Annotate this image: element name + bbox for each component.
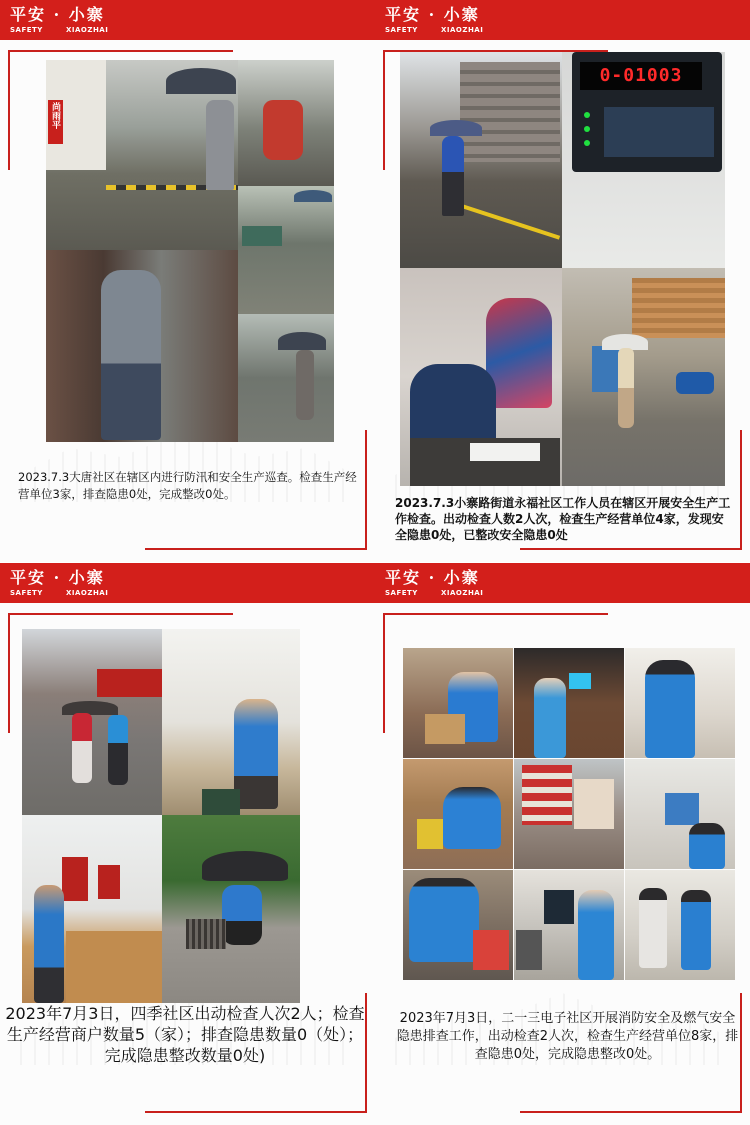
decor-line-bottom [520,548,742,550]
caption-text: 2023.7.3小寨路街道永福社区工作人员在辖区开展安全生产工作检查。出动检查人数2人次，检查生产经营单位4家，发现安全隐患0处，已整改安全隐患0处 [395,496,731,542]
photo-street-rain [400,52,562,268]
photo-shopfront-street [22,629,162,815]
caption-text: 2023年7月3日，四季社区出动检查人次2人；检查生产经营商户数量5（家）；排查隐患数量0（处）；完成隐患整改数量0处) [5,1004,365,1065]
photo-office-inspection [162,629,300,815]
header-banner [375,0,750,40]
photo-street-patrol [46,60,238,250]
report-panel-siji [0,563,375,1125]
photo-drain-check [162,815,300,1003]
photo-shop-check-2 [514,648,624,758]
brand-subtitle-safety: SAFETY [385,589,418,597]
decor-line-bottom [145,548,367,550]
decor-line-top [8,50,233,52]
photo-alley-drainage [238,186,334,314]
photo-shop-check-5 [514,759,624,869]
brand-title: 平安 · 小寨 [385,568,480,587]
brand-subtitle-safety: SAFETY [10,589,43,597]
report-panel-213-electronic [375,563,750,1125]
photo-shop-check-3 [625,648,735,758]
photo-motorbike [238,60,334,186]
header-banner [375,563,750,603]
brand-subtitle-xiaozhai: XIAOZHAI [66,26,109,34]
photo-rainy-lane [238,314,334,442]
brand-subtitle-xiaozhai: XIAOZHAI [441,589,484,597]
decor-line-right [740,993,742,1113]
caption-text: 2023年7月3日，二一三电子社区开展消防安全及燃气安全隐患排查工作，出动检查2人次，检查生产经营单位8家，排查隐患0处，完成隐患整改0处。 [396,1011,739,1062]
decor-line-right [740,430,742,550]
photo-shop-check-4 [403,759,513,869]
header-banner [0,0,375,40]
photo-shop-check-7 [403,870,513,980]
brand-subtitle-safety: SAFETY [385,26,418,34]
photo-counter-device [562,52,725,268]
photo-shop-check-9 [625,870,735,980]
photo-narrow-passage [46,250,238,442]
brand-title: 平安 · 小寨 [385,5,480,24]
report-panel-yongfu [375,0,750,562]
decor-line-top [8,613,233,615]
shop-sign: 尚雨平 [48,100,63,144]
caption-text: 2023.7.3大唐社区在辖区内进行防汛和安全生产巡查。检查生产经营单位3家，排查隐患0处，完成整改0处。 [18,470,357,501]
brand-subtitle-xiaozhai: XIAOZHAI [66,589,109,597]
brand-subtitle-safety: SAFETY [10,26,43,34]
brand-title: 平安 · 小寨 [10,5,105,24]
photo-parking-lot [562,268,725,486]
photo-reception-desk [22,815,162,1003]
decor-line-left [8,613,10,733]
brand-subtitle-xiaozhai: XIAOZHAI [441,26,484,34]
decor-line-bottom [145,1111,367,1113]
report-panel-datang [0,0,375,562]
decor-line-left [383,613,385,733]
decor-line-top [383,613,608,615]
decor-line-right [365,430,367,550]
header-banner [0,563,375,603]
decor-line-left [383,50,385,170]
decor-line-left [8,50,10,170]
photo-shop-check-1 [403,648,513,758]
photo-shop-check-8 [514,870,624,980]
brand-title: 平安 · 小寨 [10,568,105,587]
counter-display: 0-01003 [580,62,702,90]
photo-shop-check-6 [625,759,735,869]
decor-line-bottom [520,1111,742,1113]
photo-inspection-desk [400,268,562,486]
